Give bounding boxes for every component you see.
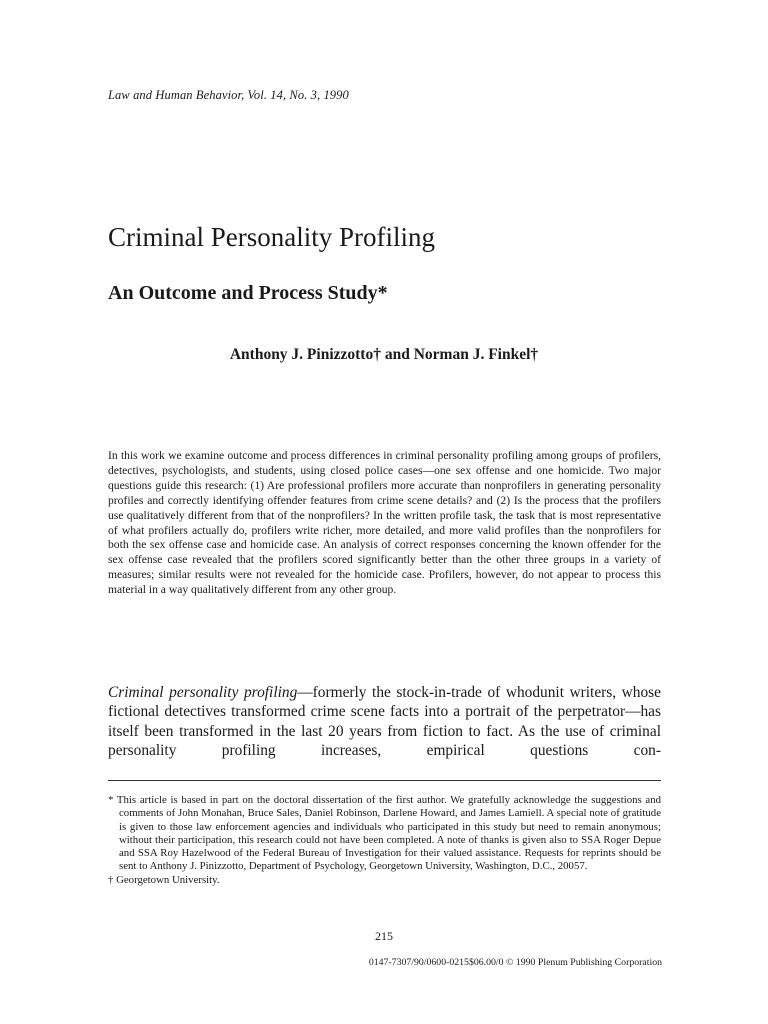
page-number: 215 xyxy=(375,929,393,943)
intro-text: —formerly the stock-in-trade of whodunit writers, whose fictional detectives transformed crime scene facts into a portrait of the perpetrator—has itself been transformed in the last 20 years from fiction to fact. As the use of criminal personality profiling increases, empirical questions con- xyxy=(108,684,661,760)
article-authors: Anthony J. Pinizzotto† and Norman J. Finkel† xyxy=(229,346,539,363)
intro-paragraph xyxy=(108,683,661,761)
footnote-acknowledgment: * This article is based in part on the doctoral dissertation of the first author. We gratefully acknowledge the suggestions and comments of John Monahan, Bruce Sales, Daniel Robinson, Darlene Howard, and James Lamiell. A special note of gratitude is given to those law enforcement agencies and individuals who participated in this study but need to remain anonymous; without their participation, this research could not have been completed. A note of thanks is given also to SSA Roger Depue and SSA Roy Hazelwood of the Federal Bureau of Investigation for their valued assistance. Requests for reprints should be sent to Anthony J. Pinizzotto, Department of Psychology, Georgetown University, Washington, D.C., 20057. xyxy=(108,794,661,873)
journal-citation: Law and Human Behavior, Vol. 14, No. 3, 1990 xyxy=(108,88,349,102)
footnote-affiliation: † Georgetown University. xyxy=(108,873,220,886)
abstract: In this work we examine outcome and process differences in criminal personality profiling among groups of profilers, detectives, psychologists, and students, using closed police cases—one sex offense and one homicide. Two major questions guide this research: (1) Are professional profilers more accurate than nonprofilers in generating personality profiles and correctly identifying offender features from crime scene details? and (2) Is the process that the profilers use qualitatively different from that of the nonprofilers? In the written profile task, the task that is most representative of what profilers actually do, profilers write richer, more detailed, and more valid profiles than the nonprofilers for both the sex offense case and homicide case. An analysis of correct responses concerning the known offender for the sex offense case revealed that the profilers scored significantly better than the other three groups in a variety of measures; similar results were not revealed for the homicide case. Profilers, however, do not appear to process this material in a way qualitatively different from any other group. xyxy=(108,449,661,597)
article-title: Criminal Personality Profiling xyxy=(108,222,435,252)
copyright-line: 0147-7307/90/0600-0215$06.00/0 © 1990 Plenum Publishing Corporation xyxy=(368,957,662,968)
footnotes xyxy=(108,794,661,887)
intro-lead-term: Criminal personality profiling xyxy=(108,684,298,701)
article-subtitle: An Outcome and Process Study* xyxy=(108,282,388,304)
footnote-divider xyxy=(108,780,661,781)
